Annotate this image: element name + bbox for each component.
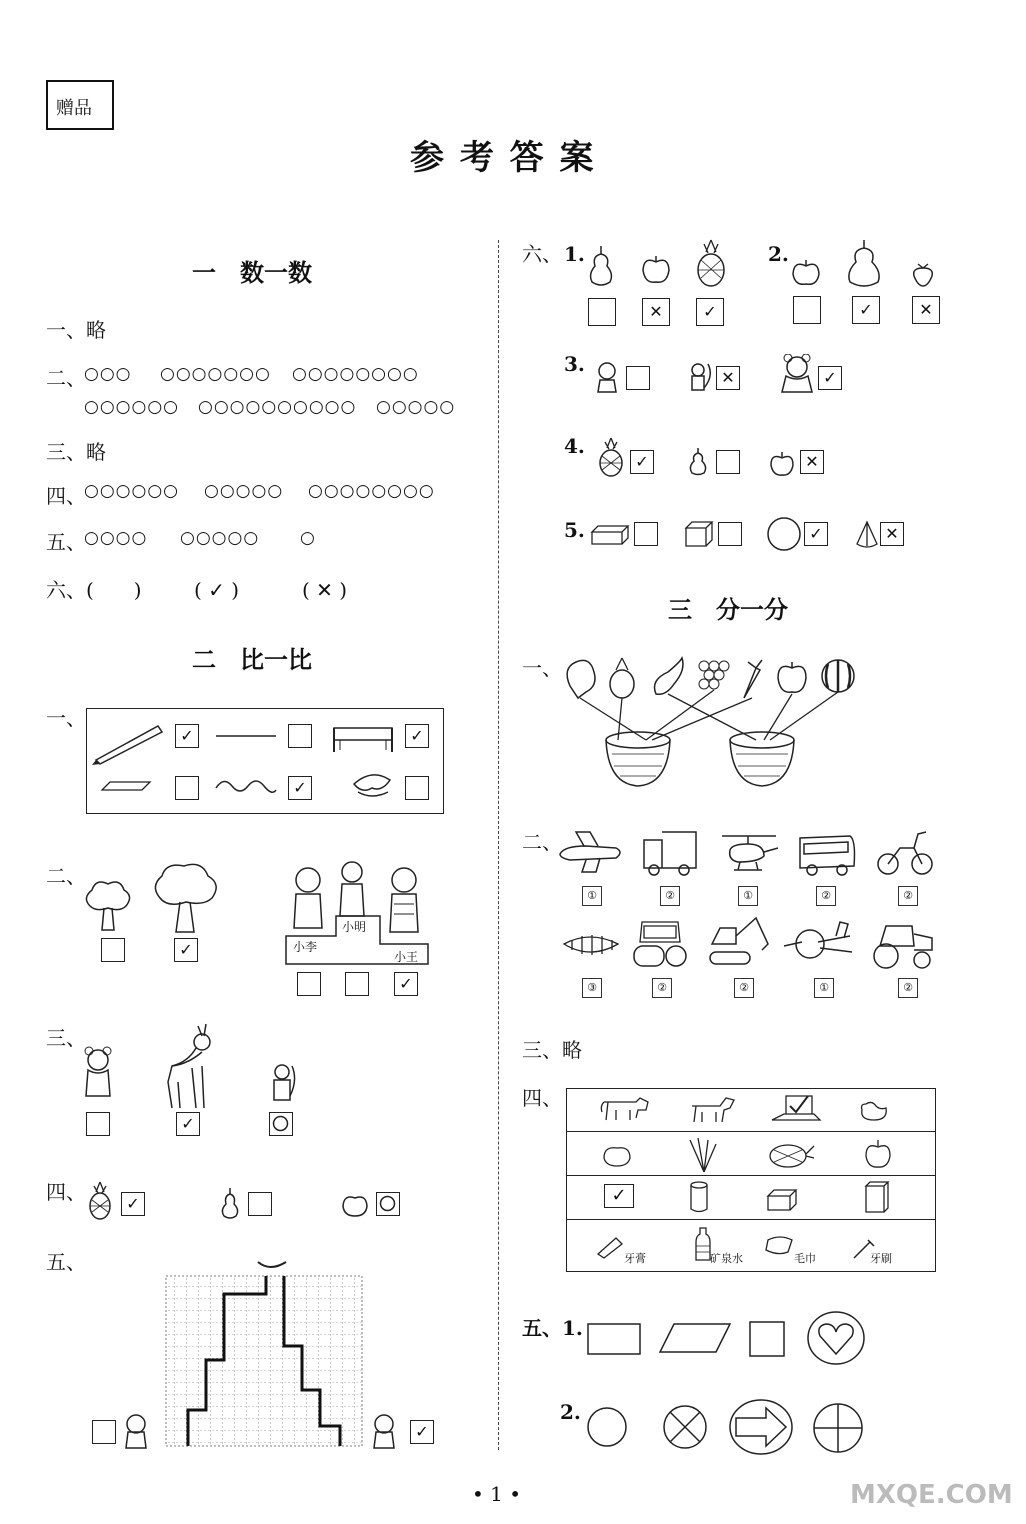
s2q2-box-small-tree[interactable] [101, 938, 125, 962]
q5-item-a: ○○○○ [84, 528, 148, 548]
r6-1-box-pineapple[interactable]: ✓ [696, 298, 724, 326]
q6-label: 六、 [46, 578, 86, 602]
fruit-basket-matching [556, 650, 866, 820]
q5-item-b: ○○○○○ [180, 528, 260, 548]
watermark-text: MXQE.COM [850, 1480, 1013, 1510]
s2q4-label: 四、 [46, 1180, 86, 1204]
q2-row2-b: ○○○○○○○○○○ [198, 397, 357, 417]
s3q2-row2-box-2[interactable]: ② [652, 978, 672, 998]
wheat-icon [684, 1136, 720, 1174]
r6-5-box-cuboid[interactable] [634, 522, 658, 546]
cuboid-icon [590, 524, 630, 546]
s2q2-box-xiaoli[interactable] [297, 972, 321, 996]
s3q2-label: 二、 [522, 830, 562, 854]
s3q2-row2-box-1[interactable]: ③ [582, 978, 602, 998]
apple-icon [862, 1138, 894, 1170]
q4-item-c: ○○○○○○○○ [308, 481, 435, 501]
pear-icon [686, 446, 710, 476]
q2-row2-c: ○○○○○ [376, 397, 456, 417]
r6-4-box-apple[interactable]: ✕ [800, 450, 824, 474]
cone-icon [854, 520, 880, 550]
r-q6-sub3: 3. [564, 352, 585, 376]
s3q2-row1-box-2[interactable]: ② [660, 886, 680, 906]
r6-3-box-monkey[interactable] [626, 366, 650, 390]
computer-icon [768, 1092, 824, 1126]
monkey-icon [594, 360, 620, 394]
s2q1-box-4[interactable] [175, 776, 199, 800]
q4-item-b: ○○○○○ [204, 481, 284, 501]
circle-arrow-shape [728, 1398, 794, 1456]
towel-icon [764, 1234, 794, 1256]
q1-label: 一、 [46, 318, 86, 342]
parallelogram-shape [658, 1322, 732, 1354]
s3q5-sub2: 2. [560, 1400, 581, 1424]
boat-icon [560, 920, 622, 966]
pineapple-icon [694, 238, 728, 288]
big-tree-icon [148, 858, 224, 934]
s3q3-label: 三、 [522, 1038, 562, 1062]
name-xiaoming: 小明 [342, 920, 367, 934]
small-tree-icon [80, 876, 136, 932]
s3q4-label: 四、 [522, 1086, 562, 1110]
section1-heading: 一 数一数 [192, 258, 312, 287]
r6-3-box-bear[interactable]: ✓ [818, 366, 842, 390]
banana-peel-icon [350, 764, 394, 800]
s2q1-label: 一、 [46, 706, 86, 730]
r6-2-box-strawberry[interactable]: ✕ [912, 296, 940, 324]
cow-icon [596, 1094, 652, 1124]
label-toothpaste: 牙膏 [624, 1252, 646, 1265]
table-row-divider [567, 1175, 935, 1176]
s2q1-box-1[interactable]: ✓ [175, 724, 199, 748]
name-xiaoli: 小李 [293, 940, 318, 954]
s2q5-box-left[interactable] [92, 1420, 116, 1444]
s3q5-label: 五、1. [522, 1316, 583, 1340]
bear-icon [778, 354, 816, 394]
q2-row1-b: ○○○○○○○ [160, 364, 271, 384]
roller-icon [630, 916, 690, 970]
peach-icon [600, 1142, 634, 1168]
s2q2-label: 二、 [46, 864, 86, 888]
cube-icon [684, 520, 714, 548]
pencil-icon [92, 722, 164, 766]
s2q5-box-right[interactable]: ✓ [410, 1420, 434, 1444]
pear-icon [218, 1186, 242, 1220]
r6-5-box-cone[interactable]: ✕ [880, 522, 904, 546]
q2-label: 二、 [46, 366, 86, 390]
plane-front-icon [780, 916, 856, 968]
r6-2-box-pear[interactable]: ✓ [852, 296, 880, 324]
s2q1-box-3[interactable]: ✓ [405, 724, 429, 748]
r6-1-box-apple[interactable]: ✕ [642, 298, 670, 326]
s2q5-label: 五、 [46, 1250, 86, 1274]
s2q3-box-bear[interactable] [86, 1112, 110, 1136]
circle-x-shape [662, 1404, 708, 1450]
r6-5-box-sphere[interactable]: ✓ [804, 522, 828, 546]
q3-label: 三、 [46, 440, 86, 464]
r6-2-box-apple[interactable] [793, 296, 821, 324]
motorcycle-icon [874, 826, 936, 878]
section3-heading: 三 分一分 [668, 595, 788, 624]
s3q2-row1-box-1[interactable]: ① [582, 886, 602, 906]
r-q6-sub5: 5. [564, 518, 585, 542]
circle-mark-icon [377, 1193, 398, 1214]
page-title: 参 考 答 案 [410, 138, 596, 178]
s3q2-row2-box-3[interactable]: ② [734, 978, 754, 998]
r6-3-box-squirrel[interactable]: ✕ [716, 366, 740, 390]
q6-item-c: ( ✕ ) [302, 578, 348, 602]
short-line-icon [214, 730, 278, 742]
s2q2-box-xiaowang[interactable]: ✓ [394, 972, 418, 996]
toothpaste-icon [594, 1234, 624, 1260]
q5-label: 五、 [46, 530, 86, 554]
r6-4-box-pineapple[interactable]: ✓ [630, 450, 654, 474]
q2-row1-a: ○○○ [84, 364, 132, 384]
truck-icon [640, 826, 700, 878]
s3q4-checked-box[interactable]: ✓ [604, 1184, 634, 1208]
pineapple-icon [766, 1140, 816, 1170]
cylinder-icon [688, 1180, 710, 1214]
gift-badge [46, 80, 114, 130]
apple-icon [790, 256, 822, 288]
sphere-icon [766, 516, 802, 552]
pear-icon [844, 238, 884, 290]
excavator-icon [706, 914, 772, 970]
apple-icon [768, 450, 796, 478]
pineapple-icon [596, 436, 626, 478]
q5-item-c: ○ [300, 528, 316, 548]
circle-shape [586, 1406, 628, 1448]
pineapple-icon [86, 1180, 114, 1220]
bear-icon [80, 1046, 116, 1104]
r-q6-label: 六、 [522, 242, 562, 266]
s3q1-label: 一、 [522, 656, 562, 680]
s2q1-box-6[interactable] [405, 776, 429, 800]
strawberry-icon [910, 260, 936, 288]
heart-shape [806, 1310, 866, 1366]
s2q4-box-peach[interactable] [376, 1192, 400, 1216]
stair-grid-maze [90, 1250, 440, 1450]
s2q3-label: 三、 [46, 1026, 86, 1050]
s2q1-box-2[interactable] [288, 724, 312, 748]
peach-icon [340, 1192, 370, 1218]
tall-cuboid-icon [864, 1180, 890, 1214]
q6-item-b: ( ✓ ) [194, 578, 240, 602]
r6-1-box-pear[interactable] [588, 298, 616, 326]
bed-icon [330, 722, 396, 756]
q4-label: 四、 [46, 484, 86, 508]
tractor-icon [866, 918, 936, 970]
pear-icon [586, 242, 616, 288]
s2q4-box-pineapple[interactable]: ✓ [121, 1192, 145, 1216]
page-number: • 1 • [472, 1482, 522, 1506]
s2q2-box-big-tree[interactable]: ✓ [174, 938, 198, 962]
chicken-icon [856, 1096, 892, 1124]
label-toothbrush: 牙刷 [870, 1252, 892, 1265]
r-q6-sub1: 1. [564, 242, 585, 266]
bus-icon [796, 830, 858, 878]
eraser-icon [98, 778, 154, 794]
s3q2-row1-box-3[interactable]: ① [738, 886, 758, 906]
column-divider [498, 240, 499, 1450]
wavy-line-icon [214, 774, 278, 798]
s3q2-row2-box-4[interactable]: ① [814, 978, 834, 998]
s2q3-box-deer[interactable]: ✓ [176, 1112, 200, 1136]
helicopter-icon [718, 830, 780, 876]
squirrel-icon [264, 1060, 298, 1106]
table-row-divider [567, 1131, 935, 1132]
name-xiaowang: 小王 [394, 950, 419, 964]
s2q3-box-squirrel[interactable] [269, 1112, 293, 1136]
horse-icon [686, 1094, 738, 1126]
r6-5-box-cube[interactable] [718, 522, 742, 546]
gift-label: 赠品 [56, 98, 92, 119]
q4-item-a: ○○○○○○ [84, 481, 180, 501]
q6-item-a: ( ) [86, 578, 142, 602]
q2-row2-a: ○○○○○○ [84, 397, 180, 417]
s3q3-text: 略 [562, 1038, 582, 1062]
r-q6-sub4: 4. [564, 434, 585, 458]
s3q2-row1-box-5[interactable]: ② [898, 886, 918, 906]
rectangle-shape [586, 1322, 642, 1356]
circle-cross-shape [812, 1402, 864, 1454]
r-q6-sub2: 2. [768, 242, 789, 266]
deer-icon [158, 1022, 216, 1112]
label-towel: 毛巾 [794, 1252, 816, 1265]
q2-row1-c: ○○○○○○○○ [292, 364, 419, 384]
s2q2-box-xiaoming[interactable] [345, 972, 369, 996]
label-water: 矿泉水 [710, 1252, 743, 1265]
section2-heading: 二 比一比 [192, 645, 312, 674]
cuboid-icon [766, 1188, 798, 1212]
q3-text: 略 [86, 440, 106, 464]
s2q4-box-pear[interactable] [248, 1192, 272, 1216]
s3q2-row1-box-4[interactable]: ② [816, 886, 836, 906]
apple-icon [640, 252, 672, 286]
squirrel-icon [686, 360, 714, 394]
square-shape [748, 1320, 786, 1358]
q1-text: 略 [86, 318, 106, 342]
s2q1-box-5[interactable]: ✓ [288, 776, 312, 800]
table-row-divider [567, 1219, 935, 1220]
airplane-icon [556, 828, 626, 878]
r6-4-box-pear[interactable] [716, 450, 740, 474]
s3q2-row2-box-5[interactable]: ② [898, 978, 918, 998]
circle-mark-icon [270, 1113, 291, 1134]
